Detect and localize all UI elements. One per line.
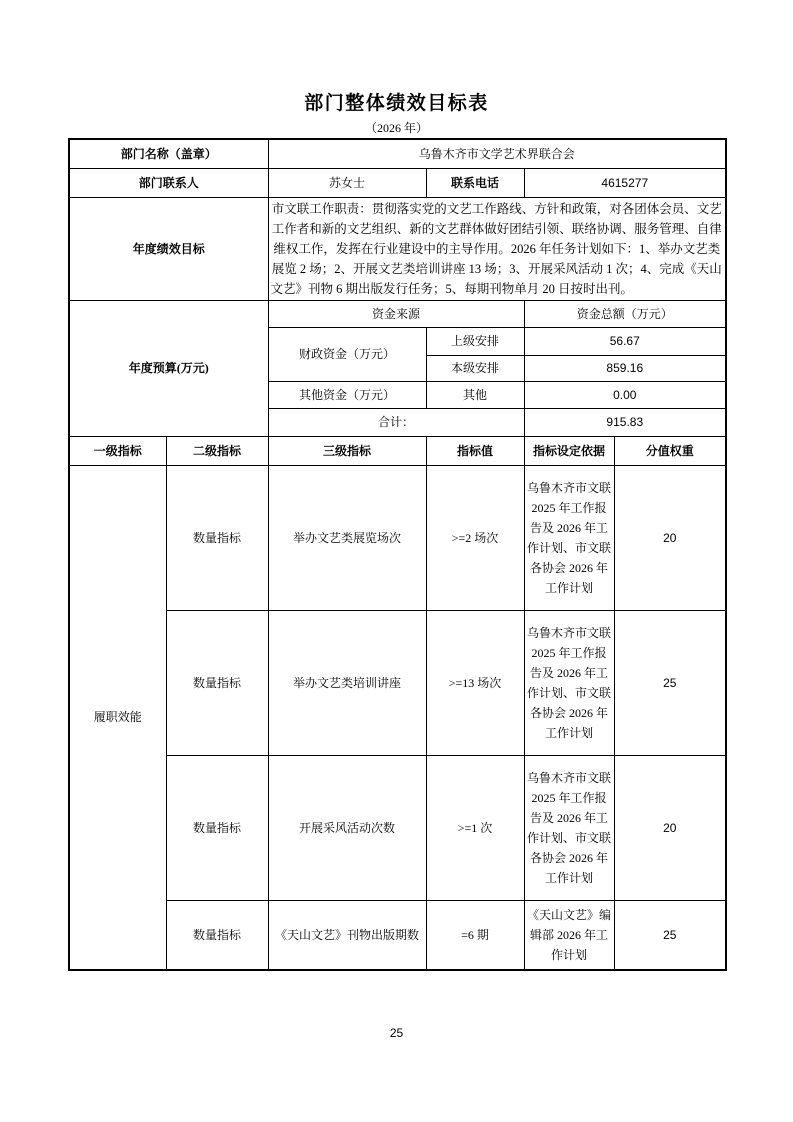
dept-name-row [69,139,726,168]
header-level1: 一级指标 [69,436,166,465]
budget-source-header: 资金来源 [268,300,524,327]
year-note: （2026 年） [364,121,428,135]
level3-indicator: 举办文艺类展览场次 [268,465,426,610]
indicator-basis: 《天山文艺》编辑部 2026 年工作计划 [524,900,614,970]
dept-name-label: 部门名称（盖章） [69,139,268,168]
contact-label: 部门联系人 [69,168,268,197]
upper-arrangement-value: 56.67 [524,327,726,355]
level2-indicator: 数量指标 [166,755,268,900]
indicator-weight: 25 [614,900,726,970]
annual-goal-row [69,197,726,300]
phone-label: 联系电话 [426,168,524,197]
indicator-value: =6 期 [426,900,524,970]
dept-name-value: 乌鲁木齐市文学艺术界联合会 [268,139,726,168]
header-level2: 二级指标 [166,436,268,465]
indicator-row [69,900,726,970]
indicator-basis: 乌鲁木齐市文联 2025 年工作报告及 2026 年工作计划、市文联各协会 2026 年工作计划 [524,465,614,610]
level3-indicator: 举办文艺类培训讲座 [268,610,426,755]
level2-indicator: 数量指标 [166,610,268,755]
header-level3: 三级指标 [268,436,426,465]
indicator-value: >=2 场次 [426,465,524,610]
contact-value: 苏女士 [268,168,426,197]
level3-indicator: 《天山文艺》刊物出版期数 [268,900,426,970]
performance-target-table [68,138,727,971]
other-label: 其他 [426,381,524,408]
header-weight: 分值权重 [614,436,726,465]
own-arrangement-value: 859.16 [524,355,726,381]
page-number: 25 [389,1026,404,1040]
indicator-row [69,610,726,755]
annual-goal-text: 市文联工作职责：贯彻落实党的文艺工作路线、方针和政策，对各团体会员、文艺工作者和新的文艺组织、新的文艺群体做好团结引领、联络协调、服务管理、自律维权工作，发挥在行业建设中的主导作用。2026 年任务计划如下：1、举办文艺类展览 2 场；2、开展文艺类培训讲座 13 场；3、开展采风活动 1 次；4、完成《天山文艺》刊物 6 期出版发行任务；5、每期刊物单月 20 日按时出刊。 [268,197,726,300]
indicator-weight: 20 [614,755,726,900]
header-value: 指标值 [426,436,524,465]
other-funds-label: 其他资金（万元） [268,381,426,408]
indicator-value: >=13 场次 [426,610,524,755]
level2-indicator: 数量指标 [166,900,268,970]
own-arrangement-label: 本级安排 [426,355,524,381]
indicator-basis: 乌鲁木齐市文联 2025 年工作报告及 2026 年工作计划、市文联各协会 2026 年工作计划 [524,755,614,900]
indicator-row [69,755,726,900]
budget-total-label: 合计： [268,408,524,436]
budget-total-header: 资金总额（万元） [524,300,726,327]
indicator-row [69,465,726,610]
page-title: 部门整体绩效目标表 [304,93,489,114]
contact-row [69,168,726,197]
indicator-weight: 25 [614,610,726,755]
budget-label: 年度预算(万元) [69,300,268,436]
upper-arrangement-label: 上级安排 [426,327,524,355]
budget-total-value: 915.83 [524,408,726,436]
header-basis: 指标设定依据 [524,436,614,465]
level2-indicator: 数量指标 [166,465,268,610]
indicator-basis: 乌鲁木齐市文联 2025 年工作报告及 2026 年工作计划、市文联各协会 2026 年工作计划 [524,610,614,755]
other-value: 0.00 [524,381,726,408]
phone-value: 4615277 [524,168,726,197]
level3-indicator: 开展采风活动次数 [268,755,426,900]
indicator-value: >=1 次 [426,755,524,900]
fiscal-funds-label: 财政资金（万元） [268,327,426,381]
budget-header-row [69,300,726,327]
indicator-header-row [69,436,726,465]
level1-indicator: 履职效能 [69,465,166,970]
indicator-weight: 20 [614,465,726,610]
annual-goal-label: 年度绩效目标 [69,197,268,300]
